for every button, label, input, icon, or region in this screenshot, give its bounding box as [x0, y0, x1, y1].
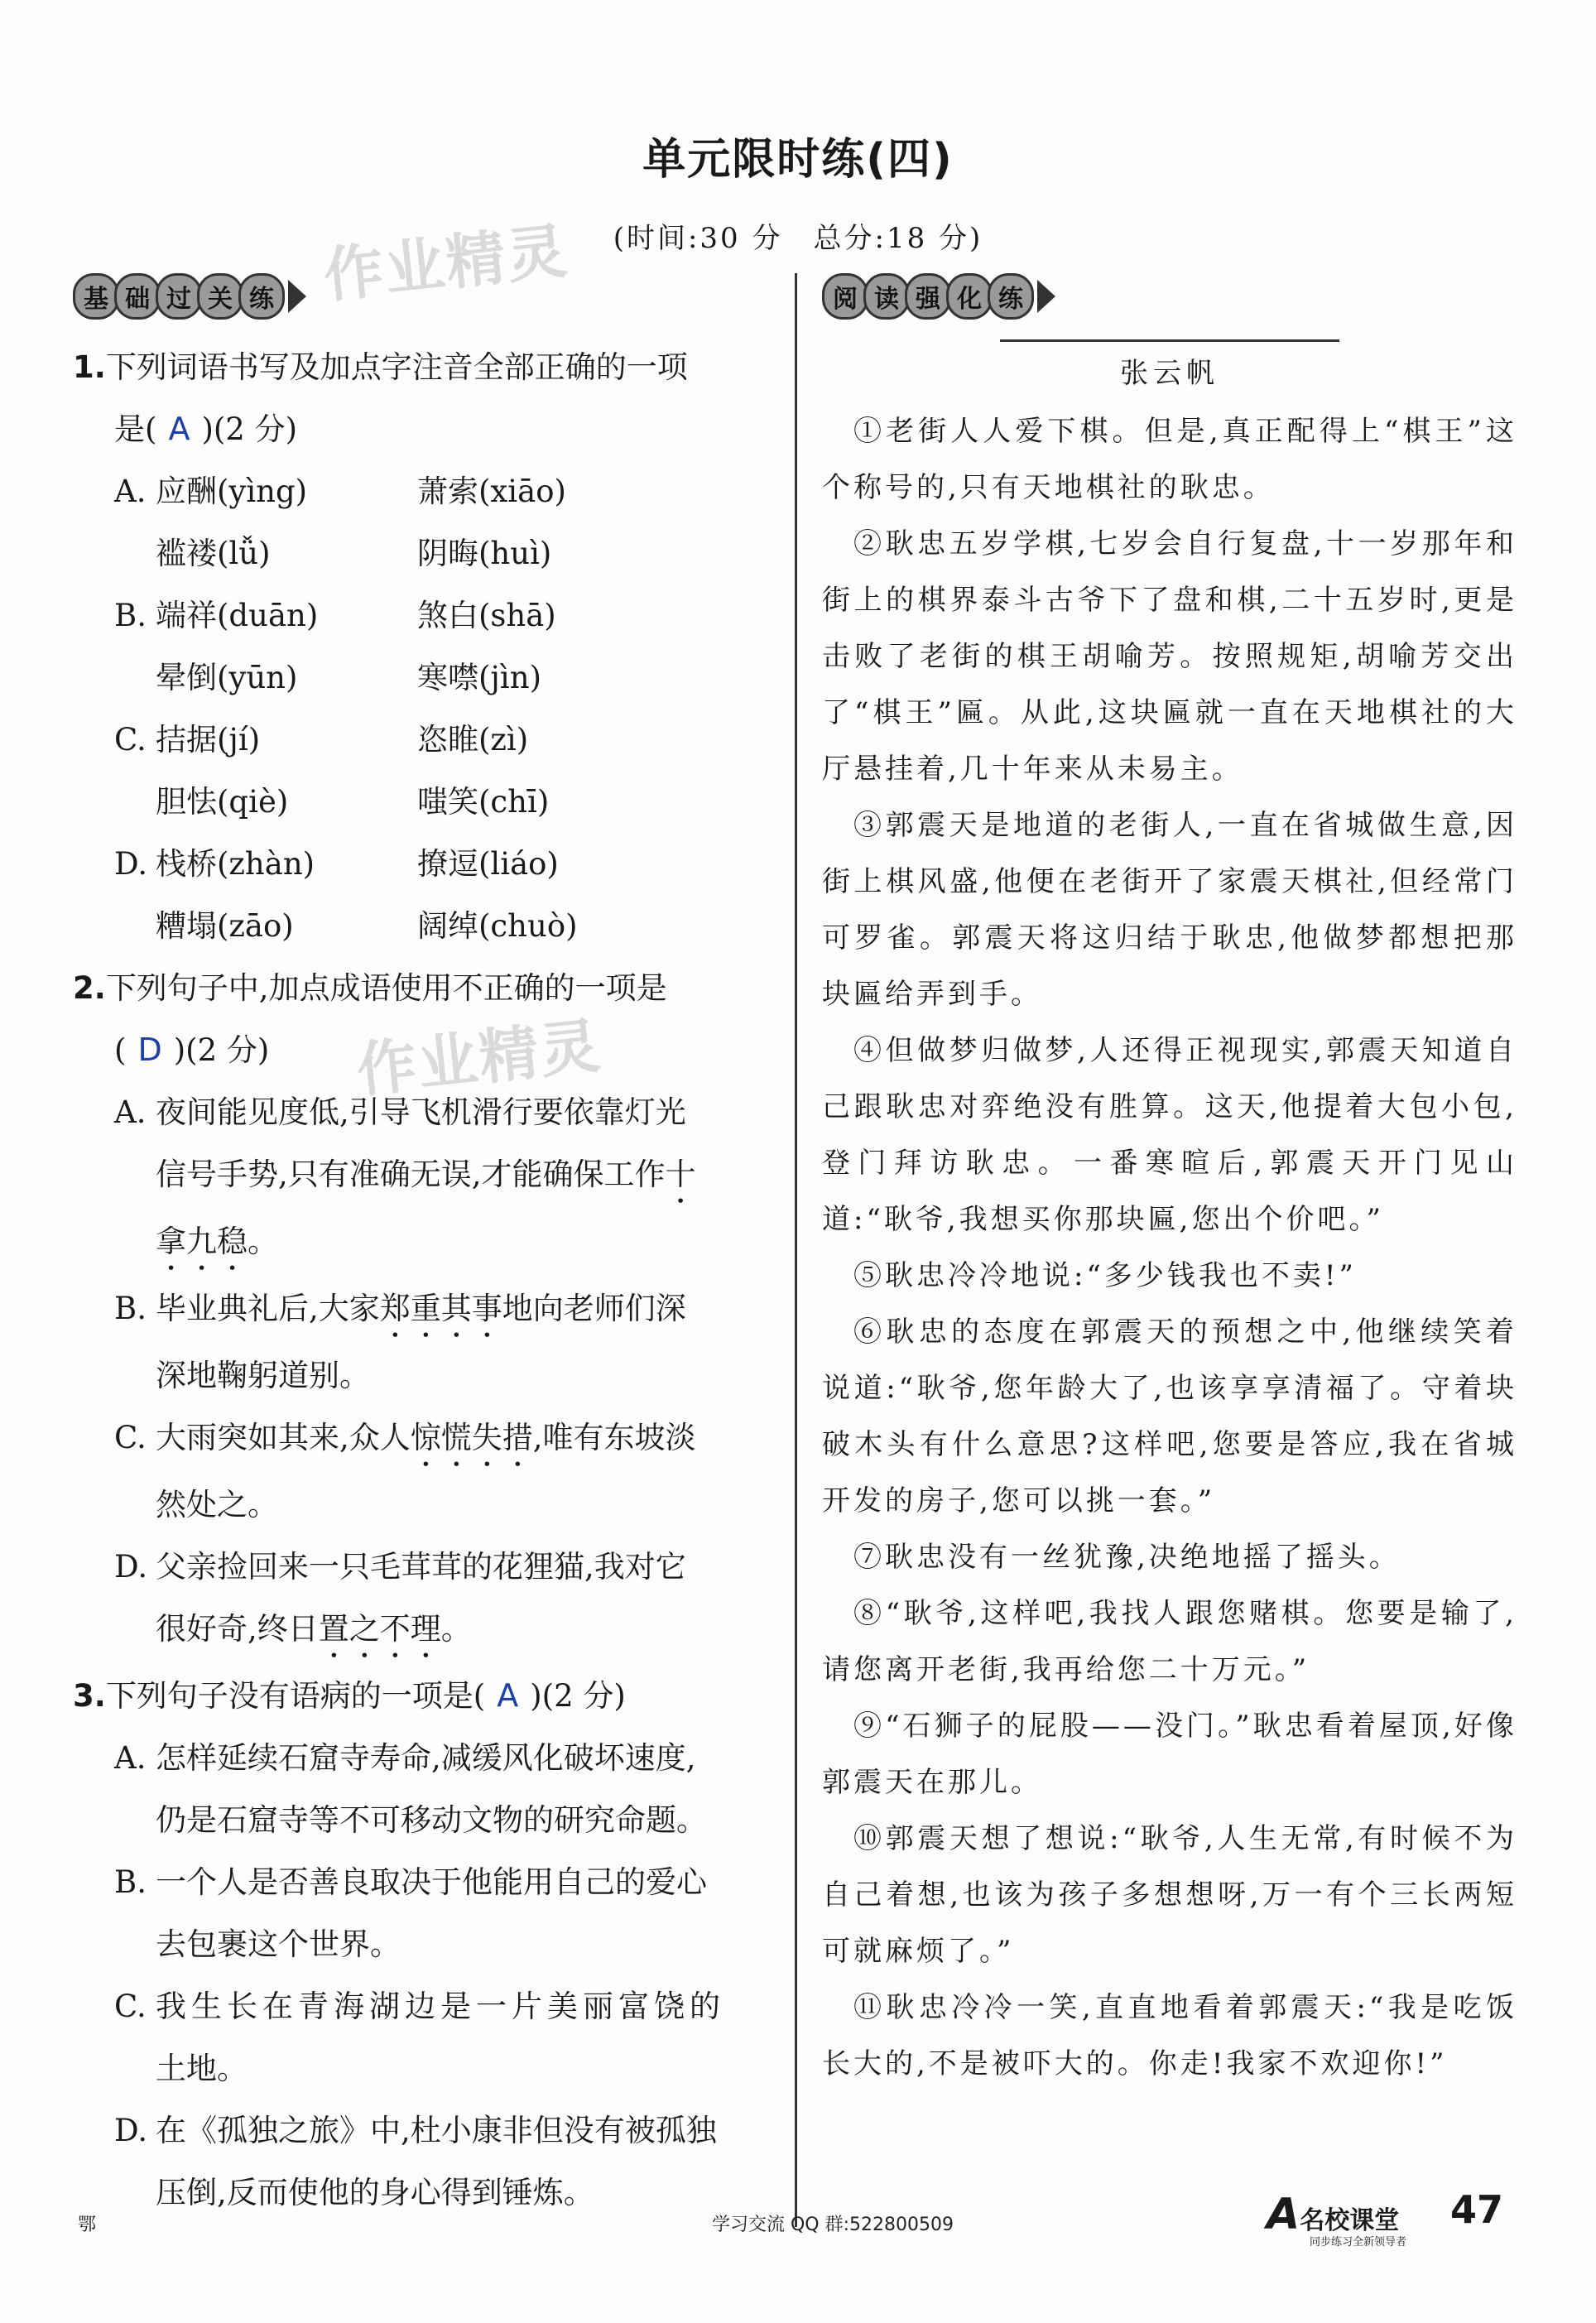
- option-text: 地向老师们深: [502, 1291, 686, 1326]
- option-letter: C.: [114, 1420, 147, 1455]
- option-letter: B.: [114, 598, 147, 633]
- right-column: [822, 272, 1517, 2092]
- dotted-idiom: 十: [665, 1157, 696, 1192]
- option-c-row2: [73, 771, 768, 833]
- question-3: [73, 1665, 768, 2224]
- paragraph: ⑩郭震天想了想说:“耿爷,人生无常,有时候不为自己着想,也该为孩子多想想呀,万一有个三长两短可就麻烦了。”: [822, 1822, 1517, 1968]
- option-letter: A.: [114, 474, 147, 509]
- option-letter: D.: [114, 846, 148, 882]
- watermark: 作业精灵: [320, 215, 572, 311]
- title-blank-line: [1000, 339, 1339, 342]
- option-text: 。: [440, 1611, 472, 1647]
- option-d: [73, 1536, 768, 1598]
- option-text: 仍是石窟寺等不可移动文物的研究命题。: [156, 1802, 707, 1838]
- option-word: 糟塌(zāo): [156, 908, 294, 944]
- banner-char: 化: [946, 273, 993, 320]
- question-text: 是(: [114, 411, 157, 447]
- option-word: 褴褛(lǚ): [156, 536, 271, 571]
- option-a-row2: [73, 522, 768, 584]
- option-word: 应酬(yìng): [156, 474, 308, 509]
- paragraph: ⑤耿忠冷冷地说:“多少钱我也不卖!”: [853, 1259, 1357, 1292]
- option-text: 毕业典礼后,大家: [156, 1291, 380, 1326]
- option-word: 阴晦(huì): [417, 536, 552, 571]
- brand-letter: A: [1267, 2190, 1300, 2239]
- dotted-idiom: 置之不理: [318, 1611, 441, 1647]
- brand-name: 名校课堂: [1300, 2206, 1400, 2235]
- banner-arrow-icon: [1037, 280, 1055, 313]
- section-banner-reading: [822, 272, 1517, 321]
- option-text: 然处之。: [156, 1487, 278, 1522]
- option-letter: C.: [114, 722, 147, 758]
- option-b: [73, 584, 768, 647]
- question-score: )(2 分): [201, 411, 298, 447]
- option-text: 压倒,反而使他的身心得到锤炼。: [156, 2175, 594, 2210]
- option-letter: C.: [114, 1989, 147, 2024]
- option-word: 胆怯(qiè): [156, 784, 289, 820]
- option-b: [73, 1851, 768, 1913]
- paragraph: ⑥耿忠的态度在郭震天的预想之中,他继续笑着说道:“耿爷,您年龄大了,也该享享清福了。守着块破木头有什么意思?这样吧,您要是答应,我在省城开发的房子,您可以挑一套。”: [822, 1315, 1517, 1517]
- option-text: 我生长在青海湖边是一片美丽富饶的: [156, 1989, 725, 2024]
- option-word: 端祥(duān): [156, 598, 319, 633]
- question-score: )(2 分): [173, 1032, 270, 1068]
- dotted-idiom: 惊慌失措: [410, 1420, 533, 1455]
- brand-logo: [1267, 2190, 1406, 2248]
- option-word: 拮据(jí): [156, 722, 261, 758]
- option-text: 。: [248, 1224, 278, 1259]
- paragraph: ①老街人人爱下棋。但是,真正配得上“棋王”这个称号的,只有天地棋社的耿忠。: [822, 415, 1517, 504]
- option-text: 夜间能见度低,引导飞机滑行要依靠灯光: [156, 1094, 686, 1130]
- option-word: 晕倒(yūn): [156, 660, 298, 695]
- question-score: )(2 分): [530, 1678, 626, 1714]
- banner-char: 关: [197, 273, 243, 320]
- brand-tagline: 同步练习全新领导者: [1310, 2236, 1407, 2248]
- option-letter: D.: [114, 2113, 148, 2148]
- banner-char: 基: [73, 273, 119, 320]
- banner-char: 强: [905, 273, 951, 320]
- time-score-info: (时间:30 分 总分:18 分): [613, 222, 983, 255]
- option-text: 父亲捡回来一只毛茸茸的花狸猫,我对它: [156, 1549, 686, 1585]
- answer-mark: A: [168, 411, 190, 447]
- option-text: 怎样延续石窟寺寿命,减缓风化破坏速度,: [156, 1740, 696, 1776]
- column-divider: [795, 273, 797, 2227]
- question-2: [73, 957, 768, 1665]
- option-letter: B.: [114, 1864, 147, 1900]
- answer-mark: A: [497, 1677, 519, 1714]
- option-b: [73, 1277, 768, 1344]
- footer-qq-group: 学习交流 QQ 群:522800509: [712, 2215, 954, 2235]
- banner-arrow-icon: [288, 280, 306, 313]
- paragraph: ②耿忠五岁学棋,七岁会自行复盘,十一岁那年和街上的棋界泰斗古爷下了盘和棋,二十五岁时,更是击败了老街的棋王胡喻芳。按照规矩,胡喻芳交出了“棋王”匾。从此,这块匾就一直在天地棋社的大厅悬挂着,几十年来从未易主。: [822, 527, 1517, 786]
- paren: (: [114, 1032, 127, 1068]
- option-c: [73, 1975, 768, 2037]
- option-letter: D.: [114, 1549, 148, 1585]
- banner-char: 过: [156, 273, 202, 320]
- left-column: [73, 272, 768, 2224]
- paragraph: ⑨“石狮子的屁股——没门。”耿忠看着屋顶,好像郭震天在那儿。: [822, 1710, 1517, 1799]
- watermark: 作业精灵: [353, 1010, 605, 1106]
- option-a: [73, 460, 768, 522]
- section-banner-basic: [73, 272, 768, 321]
- option-c: [73, 1407, 768, 1474]
- banner-char: 阅: [822, 273, 868, 320]
- question-1: [73, 336, 768, 957]
- option-c: [73, 709, 768, 771]
- option-word: 嗤笑(chī): [417, 784, 550, 820]
- option-word: 煞白(shā): [417, 598, 556, 633]
- question-text: 下列句子没有语病的一项是(: [105, 1678, 486, 1714]
- question-text: 下列句子中,加点成语使用不正确的一项是: [105, 970, 667, 1006]
- option-text: 土地。: [156, 2051, 248, 2086]
- option-word: 撩逗(liáo): [417, 846, 559, 882]
- answer-mark: D: [137, 1032, 162, 1068]
- dotted-idiom: 郑重其事: [379, 1291, 502, 1326]
- option-text: 信号手势,只有准确无误,才能确保工作: [156, 1157, 666, 1192]
- page-title: 单元限时练(四): [642, 135, 954, 185]
- dotted-idiom: 拿九稳: [156, 1224, 248, 1259]
- paragraph: ⑦耿忠没有一丝犹豫,决绝地摇了摇头。: [853, 1541, 1401, 1574]
- option-letter: A.: [114, 1740, 147, 1776]
- option-text: ,唯有东坡淡: [532, 1420, 696, 1455]
- option-d: [73, 833, 768, 895]
- paragraph: ⑪耿忠冷冷一笑,直直地看着郭震天:“我是吃饭长大的,不是被吓大的。你走!我家不欢迎你!”: [822, 1991, 1517, 2080]
- option-word: 萧索(xiāo): [417, 474, 566, 509]
- option-text: 在《孤独之旅》中,杜小康非但没有被孤独: [156, 2113, 717, 2148]
- banner-char: 础: [114, 273, 161, 320]
- option-a: [73, 1081, 768, 1143]
- option-d-row2: [73, 895, 768, 957]
- option-text: 深地鞠躬道别。: [156, 1358, 370, 1393]
- article-author: 张云帆: [1120, 357, 1219, 390]
- option-letter: B.: [114, 1291, 147, 1326]
- paragraph: ④但做梦归做梦,人还得正视现实,郭震天知道自己跟耿忠对弈绝没有胜算。这天,他提着大包小包,登门拜访耿忠。一番寒暄后,郭震天开门见山道:“耿爷,我想买你那块匾,您出个价吧。”: [822, 1034, 1517, 1236]
- question-number: 2.: [73, 970, 106, 1006]
- question-text: 下列词语书写及加点字注音全部正确的一项: [105, 349, 688, 385]
- option-text: 一个人是否善良取决于他能用自己的爱心: [156, 1864, 707, 1900]
- option-word: 阔绰(chuò): [417, 908, 578, 944]
- paragraph: ③郭震天是地道的老街人,一直在省城做生意,因街上棋风盛,他便在老街开了家震天棋社,但经常门可罗雀。郭震天将这归结于耿忠,他做梦都想把那块匾给弄到手。: [822, 809, 1517, 1011]
- question-number: 3.: [73, 1678, 106, 1714]
- option-word: 栈桥(zhàn): [156, 846, 315, 882]
- banner-char: 练: [988, 273, 1034, 320]
- option-a: [73, 1727, 768, 1789]
- banner-char: 读: [863, 273, 910, 320]
- option-text: 大雨突如其来,众人: [156, 1420, 411, 1455]
- option-d: [73, 2099, 768, 2162]
- option-text: 去包裹这个世界。: [156, 1926, 401, 1962]
- footer-region-mark: 鄂: [78, 2215, 97, 2235]
- banner-char: 练: [238, 273, 285, 320]
- paragraph: ⑧“耿爷,这样吧,我找人跟您赌棋。您要是输了,请您离开老街,我再给您二十万元。”: [822, 1597, 1517, 1686]
- option-b-row2: [73, 647, 768, 709]
- option-letter: A.: [114, 1094, 147, 1130]
- question-number: 1.: [73, 349, 106, 385]
- option-word: 恣睢(zì): [417, 722, 529, 758]
- option-text: 很好奇,终日: [156, 1611, 319, 1647]
- option-word: 寒噤(jìn): [417, 660, 542, 695]
- page-number: 47: [1450, 2187, 1504, 2232]
